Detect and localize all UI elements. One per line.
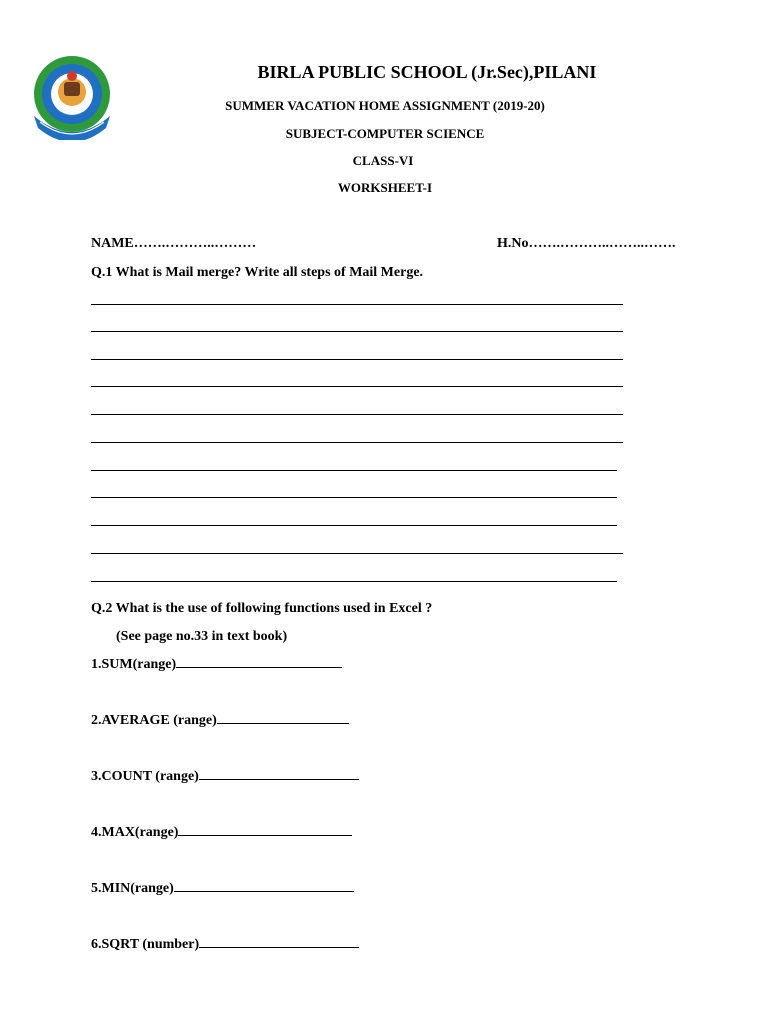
answer-line: [91, 470, 617, 471]
subject-title: SUBJECT-COMPUTER SCIENCE: [285, 126, 485, 141]
school-title: BIRLA PUBLIC SCHOOL (Jr.Sec),PILANI: [257, 62, 597, 82]
answer-blank: [178, 834, 352, 836]
question-1: Q.1 What is Mail merge? Write all steps of Mail Merge.: [91, 265, 424, 280]
function-item-sqrt: [91, 937, 359, 953]
question-2-hint: (See page no.33 in text book): [116, 629, 288, 644]
answer-blank: [176, 666, 342, 668]
answer-line: [91, 553, 623, 554]
answer-line: [91, 581, 617, 582]
function-label: 5.MIN(range): [91, 881, 174, 896]
answer-line: [91, 331, 623, 332]
function-label: 3.COUNT (range): [91, 769, 199, 784]
answer-line: [91, 304, 623, 305]
function-label: 4.MAX(range): [91, 825, 179, 840]
function-item-average: [91, 713, 349, 729]
function-label: 6.SQRT (number): [91, 937, 200, 952]
function-label: 2.AVERAGE (range): [91, 713, 217, 728]
name-field-label: NAME…….………..………: [91, 236, 257, 251]
worksheet-title: WORKSHEET-I: [337, 180, 433, 195]
function-item-count: [91, 769, 359, 785]
answer-line: [91, 497, 617, 498]
assignment-title: SUMMER VACATION HOME ASSIGNMENT (2019-20): [225, 98, 545, 113]
function-item-sum: [91, 657, 342, 673]
function-item-min: [91, 881, 354, 897]
class-title: CLASS-VI: [352, 153, 414, 168]
answer-blank: [217, 722, 349, 724]
house-number-field-label: H.No…….………..……..…….: [497, 236, 676, 251]
answer-line: [91, 414, 623, 415]
question-2: Q.2 What is the use of following functions used in Excel ?: [91, 601, 433, 616]
answer-line: [91, 525, 617, 526]
answer-blank: [199, 778, 359, 780]
answer-line: [91, 386, 623, 387]
answer-line: [91, 442, 623, 443]
function-item-max: [91, 825, 352, 841]
answer-line: [91, 359, 623, 360]
answer-blank: [174, 890, 354, 892]
function-label: 1.SUM(range): [91, 657, 177, 672]
answer-blank: [199, 946, 359, 948]
